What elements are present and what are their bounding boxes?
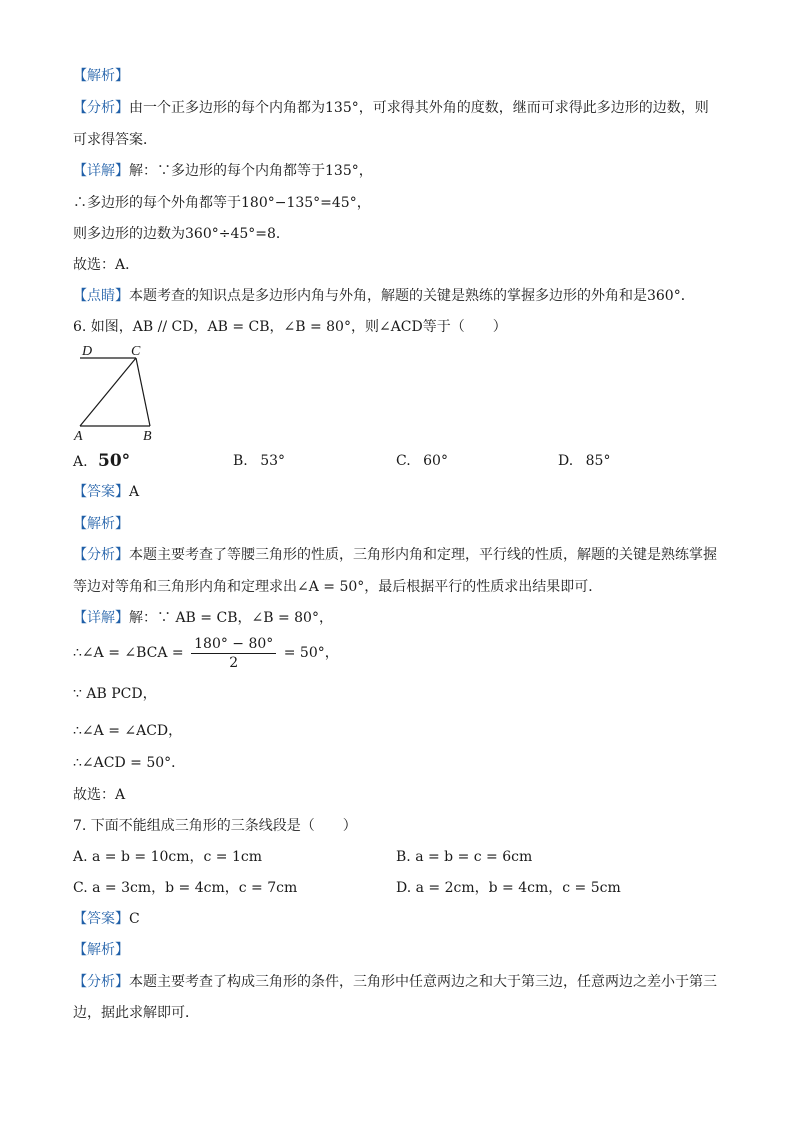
q5-detail-line-3: 则多边形的边数为360°÷45°=8． <box>73 226 290 242</box>
q6-answer-line <box>73 482 139 502</box>
q5-jiexi-heading: 【解析】 <box>73 68 129 84</box>
q6-option-d-value: 85° <box>585 453 611 469</box>
q6-detail-line-1 <box>73 608 333 628</box>
q5-analysis-line-1 <box>73 98 709 118</box>
q7-answer-tag: 【答案】 <box>73 911 129 927</box>
q7-stem: 7. 下面不能组成三角形的三条线段是（ ） <box>73 818 357 834</box>
q6-detail-line-2 <box>73 634 339 672</box>
q6-analysis-text-1: 本题主要考查了等腰三角形的性质，三角形内角和定理，平行线的性质，解题的关键是熟练掌握 <box>129 547 717 563</box>
q5-detail-line-2: ∴多边形的每个外角都等于180°−135°=45°， <box>73 195 371 211</box>
q5-detail-line-1 <box>73 161 373 181</box>
q5-detail-tag: 【详解】 <box>73 163 129 179</box>
q6-option-b <box>233 451 285 471</box>
q6-detail-2-right: = 50°， <box>283 645 339 661</box>
q7-answer-value: C <box>129 911 140 927</box>
q6-option-b-letter: B. <box>233 453 248 469</box>
q7-option-d: D. a = 2cm，b = 4cm，c = 5cm <box>396 880 621 896</box>
q6-figure <box>70 340 170 445</box>
q6-detail-line-4: ∴∠A = ∠ACD， <box>73 723 183 739</box>
q6-label-c: C <box>131 344 141 359</box>
q6-option-d-letter: D. <box>558 453 574 469</box>
q5-analysis-text-1: 由一个正多边形的每个内角都为135°，可求得其外角的度数，继而可求得此多边形的边数，则 <box>129 100 709 116</box>
q6-stem: 6. 如图，AB // CD，AB = CB，∠B = 80°，则∠ACD等于（ ） <box>73 319 507 335</box>
q5-analysis-tag: 【分析】 <box>73 100 129 116</box>
q6-option-c-value: 60° <box>423 453 448 469</box>
q5-analysis-line-2: 可求得答案． <box>73 132 157 148</box>
q6-detail-line-3: ∵ AB PCD， <box>73 686 157 702</box>
q6-jiexi-heading: 【解析】 <box>73 516 129 532</box>
q7-analysis-tag: 【分析】 <box>73 974 129 990</box>
q6-fraction-denominator: 2 <box>229 654 239 671</box>
q6-segment-cb <box>136 358 150 426</box>
q6-detail-2-left: ∴∠A = ∠BCA = <box>73 645 184 661</box>
q5-comment-text: 本题考查的知识点是多边形内角与外角，解题的关键是熟练的掌握多边形的外角和是360°． <box>129 288 695 304</box>
q7-answer-line <box>73 909 140 929</box>
q7-analysis-line-2: 边，据此求解即可． <box>73 1005 199 1021</box>
q7-option-c: C. a = 3cm，b = 4cm，c = 7cm <box>73 880 298 896</box>
q6-option-a-value: 50° <box>98 451 131 471</box>
q6-analysis-line-2: 等边对等角和三角形内角和定理求出∠A = 50°，最后根据平行的性质求出结果即可． <box>73 579 603 595</box>
q7-option-b: B. a = b = c = 6cm <box>396 849 533 865</box>
q6-option-c-letter: C. <box>396 453 411 469</box>
q5-comment-line <box>73 286 695 306</box>
q6-segment-ac <box>80 358 136 426</box>
q6-option-a <box>73 451 130 472</box>
q7-option-a: A. a = b = 10cm，c = 1cm <box>73 849 263 865</box>
q6-option-c <box>396 451 448 471</box>
q6-analysis-line-1 <box>73 545 717 565</box>
q6-label-d: D <box>82 344 93 359</box>
q7-jiexi-heading: 【解析】 <box>73 942 129 958</box>
q5-detail-text-1: 解：∵多边形的每个内角都等于135°， <box>129 163 373 179</box>
q6-option-d <box>558 451 610 471</box>
q6-label-a: A <box>74 429 83 444</box>
q5-choice-line: 故选：A． <box>73 257 140 273</box>
q6-choice-line: 故选：A <box>73 787 126 803</box>
q6-detail-tag: 【详解】 <box>73 610 129 626</box>
q6-detail-line-5: ∴∠ACD = 50°． <box>73 755 186 771</box>
q6-label-b: B <box>143 429 152 444</box>
q6-option-b-value: 53° <box>260 453 286 469</box>
q6-fraction-numerator: 180° − 80° <box>191 635 276 654</box>
q6-fraction <box>191 635 276 672</box>
q6-answer-value: A <box>129 484 140 500</box>
q5-comment-tag: 【点睛】 <box>73 288 129 304</box>
q7-analysis-line-1 <box>73 972 717 992</box>
q6-option-a-letter: A. <box>73 454 88 470</box>
q6-answer-tag: 【答案】 <box>73 484 129 500</box>
q6-analysis-tag: 【分析】 <box>73 547 129 563</box>
q7-analysis-text-1: 本题主要考查了构成三角形的条件，三角形中任意两边之和大于第三边，任意两边之差小于第三 <box>129 974 717 990</box>
q6-detail-text-1: 解：∵ AB = CB，∠B = 80°， <box>129 610 333 626</box>
